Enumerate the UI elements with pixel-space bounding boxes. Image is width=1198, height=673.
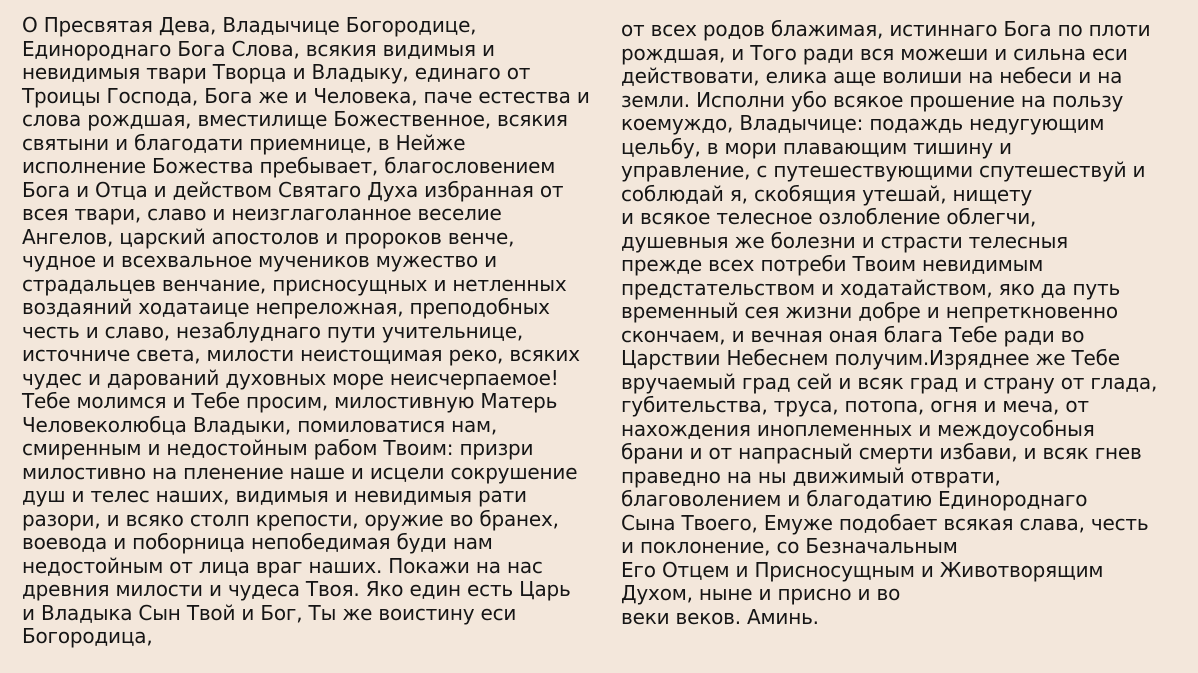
text-line: Человеколюбца Владыки, помиловатися нам, <box>22 412 498 437</box>
text-line: предстательством и ходатайством, яко да путь <box>621 275 1121 300</box>
text-line: соблюдай я, скобящия утешай, нищету <box>621 181 1033 206</box>
text-line: Троицы Господа, Бога же и Человека, паче естества и <box>22 83 590 108</box>
text-line: веки веков. Аминь. <box>621 604 819 629</box>
text-line: Богородица, <box>22 624 153 648</box>
text-line: О Пресвятая Дева, Владычице Богородице, <box>22 13 477 37</box>
text-line: воздаяний ходатаице непреложная, преподобных <box>22 295 550 319</box>
text-line: Его Отцем и Присносущным и Животворящим <box>621 557 1104 582</box>
text-line: Бога и Отца и действом Святаго Духа избранная от <box>22 177 564 202</box>
text-line: от всех родов блажимая, истиннаго Бога по плоти <box>621 17 1151 41</box>
text-line: разори, и всяко столп крепости, оружие во бранех, <box>22 506 559 531</box>
text-line: страдальцев венчание, присносущных и нетленных <box>22 271 567 296</box>
text-line: слова рождшая, вместилище Божественное, всякия <box>22 107 568 131</box>
text-line: душ и телес наших, видимыя и невидимыя рати <box>22 483 527 507</box>
text-line: праведно на ны движимый отврати, <box>621 463 1001 488</box>
left-text-column <box>22 14 607 649</box>
text-line: и поклонение, со Безначальным <box>621 534 958 558</box>
text-line: недостойным от лица враг наших. Покажи на нас <box>22 553 543 578</box>
text-line: скончаем, и вечная оная блага Тебе ради во <box>621 322 1085 347</box>
text-line: чудес и дарований духовных море неисчерпаемое! <box>22 365 559 390</box>
text-line: святыни и благодати приемнице, в Нейже <box>22 130 466 155</box>
text-line: и всякое телесное озлобление облегчи, <box>621 205 1037 229</box>
text-line: исполнение Божества пребывает, благословением <box>22 154 556 178</box>
text-line: воевода и поборница непобедимая буди нам <box>22 530 493 554</box>
text-line: и Владыка Сын Твой и Бог, Ты же воистину еси <box>22 600 517 625</box>
text-line: Тебе молимся и Тебе просим, милостивную Матерь <box>22 389 558 413</box>
text-line: управление, с путешествующими спутешествуй и <box>621 158 1146 182</box>
text-line: вручаемый град сей и всяк град и страну от глада, <box>621 369 1158 394</box>
text-line: смиренным и недостойным рабом Твоим: призри <box>22 436 534 460</box>
right-text-column <box>621 18 1181 629</box>
text-line: Ангелов, царский апостолов и пророков венче, <box>22 224 515 249</box>
text-line: честь и славо, незаблуднаго пути учительнице, <box>22 318 523 343</box>
text-line: древния милости и чудеса Твоя. Яко един есть Царь <box>22 577 571 601</box>
text-line: чудное и всехвальное мучеников мужество и <box>22 248 497 272</box>
text-line: действовати, елика аще волиши на небеси и на <box>621 64 1123 88</box>
text-line: Духом, ныне и присно и во <box>621 581 901 605</box>
text-line: благоволением и благодатию Единороднаго <box>621 487 1088 511</box>
text-line: брани и от напрасный смерти избави, и всяк гнев <box>621 440 1142 464</box>
text-line: Единороднаго Бога Слова, всякия видимыя и <box>22 36 495 61</box>
text-line: рождшая, и Того ради вся можеши и сильна еси <box>621 40 1128 65</box>
text-line: всея твари, славо и неизглаголанное веселие <box>22 201 502 225</box>
text-line: невидимыя твари Творца и Владыку, единаго от <box>22 60 531 84</box>
text-line: нахождения иноплеменных и междоусобныя <box>621 416 1095 441</box>
text-line: источниче света, милости неистощимая реко, всяких <box>22 342 580 366</box>
text-line: душевныя же болезни и страсти телесныя <box>621 228 1069 253</box>
text-line: Царствии Небеснем получим.Изряднее же Тебе <box>621 346 1120 370</box>
text-line: временный сея жизни добре и непреткновенно <box>621 299 1118 323</box>
text-line: губительства, труса, потопа, огня и меча, от <box>621 393 1089 417</box>
text-line: земли. Исполни убо всякое прошение на пользу <box>621 87 1124 112</box>
text-line: милостивно на пленение наше и исцели сокрушение <box>22 459 578 484</box>
text-line: цельбу, в мори плавающим тишину и <box>621 134 1012 159</box>
text-line: прежде всех потреби Твоим невидимым <box>621 252 1044 276</box>
text-line: Сына Твоего, Емуже подобает всякая слава, честь <box>621 510 1149 535</box>
text-line: коемуждо, Владычице: подаждь недугующим <box>621 111 1105 135</box>
